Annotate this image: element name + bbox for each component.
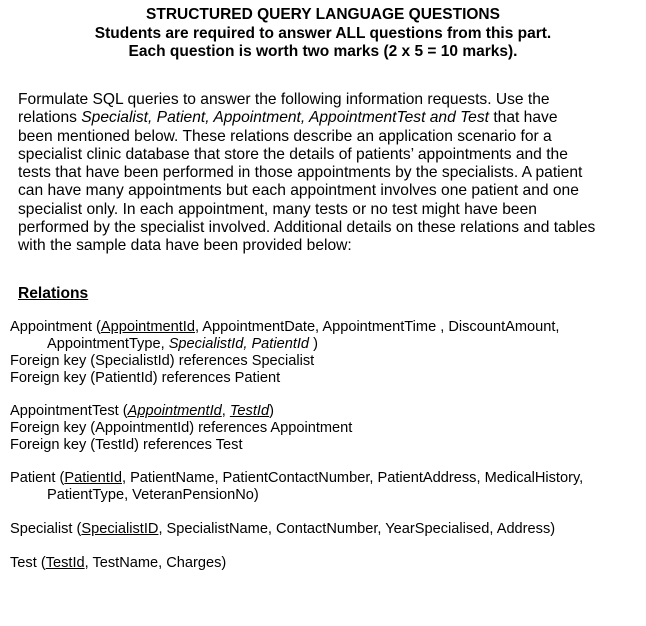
intro-line: been mentioned below. These relations describe an application scenario for a [18,127,552,145]
relation-specialist [10,521,555,538]
primary-key: AppointmentId [127,403,222,419]
intro-line: performed by the specialist involved. Additional details on these relations and tables [18,219,596,237]
section-title: STRUCTURED QUERY LANGUAGE QUESTIONS [146,6,500,23]
intro-text: relations [18,109,82,127]
relation-schema [10,470,583,487]
relation-name: Appointment ( [10,319,101,335]
attributes: , AppointmentDate, AppointmentTime , DiscountAmount, [194,319,560,335]
marks-note: Each question is worth two marks (2 x 5 = 10 marks). [128,43,518,60]
relation-test [10,555,226,572]
relation-name: AppointmentTest ( [10,403,128,419]
relation-name: Patient ( [10,470,65,486]
primary-key: PatientId [64,470,122,486]
intro-paragraph [18,91,628,256]
foreign-key-line: Foreign key (TestId) references Test [10,437,243,453]
relation-schema [10,403,352,420]
foreign-keys: SpecialistId, PatientId [168,336,310,352]
relation-schema [10,521,555,538]
intro-line [18,109,628,127]
foreign-key-line: Foreign key (PatientId) references Patient [10,370,281,386]
relation-appointment-test [10,403,352,454]
relation-schema [10,555,226,572]
intro-line: specialist only. In each appointment, many tests or no test might have been [18,200,537,218]
relations-heading: Relations [18,285,89,302]
relation-name: Specialist ( [10,521,82,537]
close-paren: ) [269,403,274,419]
attributes: , TestName, Charges) [84,555,227,571]
intro-line: Formulate SQL queries to answer the following information requests. Use the [18,91,550,108]
intro-text: that have [489,109,558,127]
primary-key: AppointmentId [100,319,195,335]
relation-names: Specialist, Patient, Appointment, AppointmentTest and Test [81,109,489,127]
relation-schema [10,319,559,336]
foreign-key-line: Foreign key (SpecialistId) references Specialist [10,353,315,369]
question-header [0,6,646,62]
answer-instruction: Students are required to answer ALL questions from this part. [94,24,552,42]
separator: , [221,403,230,419]
relation-schema-continued: PatientType, VeteranPensionNo) [47,487,259,503]
attributes: , SpecialistName, ContactNumber, YearSpecialised, Address) [158,521,556,537]
primary-key: TestId [229,403,270,419]
relation-name: Test ( [10,555,46,571]
primary-key: TestId [45,555,85,571]
intro-line: specialist clinic database that store the details of patients’ appointments and the [18,145,568,163]
intro-line: tests that have been performed in those appointments by the specialists. A patient [18,164,583,182]
relation-appointment [10,319,559,387]
foreign-key-line: Foreign key (AppointmentId) references Appointment [10,420,353,436]
attributes: , PatientName, PatientContactNumber, PatientAddress, MedicalHistory, [121,470,584,486]
primary-key: SpecialistID [81,521,159,537]
relation-schema-continued [10,336,559,353]
intro-line: can have many appointments but each appointment involves one patient and one [18,182,579,200]
attributes: AppointmentType, [47,336,169,352]
attributes: ) [309,336,318,352]
relation-patient [10,470,583,504]
intro-line: with the sample data have been provided below: [18,237,352,255]
